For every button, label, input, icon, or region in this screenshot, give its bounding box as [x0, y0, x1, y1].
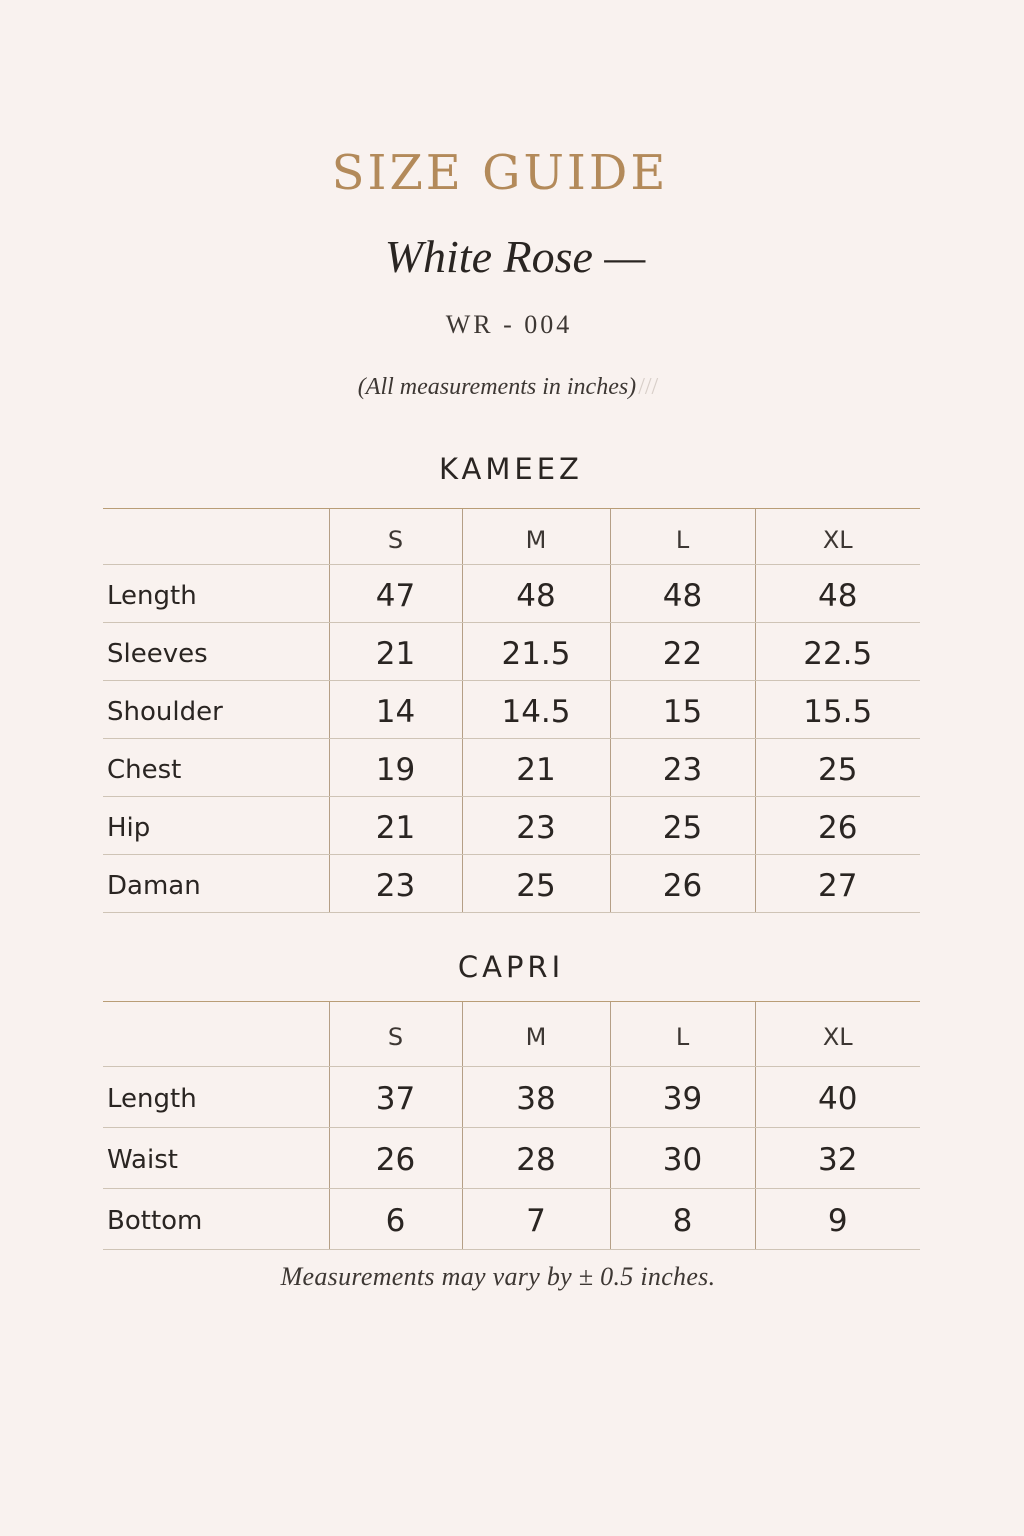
- table-cell: 25: [462, 855, 610, 913]
- kameez-section-title: KAMEEZ: [439, 452, 583, 486]
- row-label: Chest: [103, 739, 329, 797]
- table-row: [103, 1189, 920, 1250]
- table-cell: 25: [610, 797, 755, 855]
- table-cell: 48: [610, 565, 755, 623]
- table-cell: 19: [329, 739, 462, 797]
- table-cell: 15: [610, 681, 755, 739]
- table-row: [103, 739, 920, 797]
- kameez-size-table: [103, 508, 920, 913]
- table-cell: 22: [610, 623, 755, 681]
- table-cell: 47: [329, 565, 462, 623]
- product-code: WR - 004: [445, 310, 573, 339]
- size-header-s: S: [329, 1002, 462, 1067]
- table-cell: 40: [755, 1067, 920, 1128]
- table-cell: 23: [462, 797, 610, 855]
- table-cell: 14: [329, 681, 462, 739]
- table-cell: 38: [462, 1067, 610, 1128]
- size-header-l: L: [610, 1002, 755, 1067]
- table-row: [103, 1067, 920, 1128]
- table-cell: 32: [755, 1128, 920, 1189]
- row-label: Sleeves: [103, 623, 329, 681]
- footer-note: Measurements may vary by ± 0.5 inches.: [280, 1262, 716, 1291]
- table-row: [103, 855, 920, 913]
- table-row: [103, 797, 920, 855]
- table-cell: 26: [610, 855, 755, 913]
- table-cell: 39: [610, 1067, 755, 1128]
- table-header-row: [103, 1002, 920, 1067]
- size-header-xl: XL: [755, 1002, 920, 1067]
- table-cell: 28: [462, 1128, 610, 1189]
- size-header-l: L: [610, 509, 755, 565]
- table-cell: 21: [329, 623, 462, 681]
- table-cell: 48: [755, 565, 920, 623]
- decorative-slashes: ///: [638, 374, 659, 400]
- unit-note: [0, 374, 1016, 401]
- row-label: Daman: [103, 855, 329, 913]
- capri-size-table: [103, 1001, 920, 1250]
- row-label: Hip: [103, 797, 329, 855]
- size-header-s: S: [329, 509, 462, 565]
- size-header-xl: XL: [755, 509, 920, 565]
- table-cell: 37: [329, 1067, 462, 1128]
- table-cell: 14.5: [462, 681, 610, 739]
- table-cell: 21: [329, 797, 462, 855]
- product-name: White Rose —: [384, 231, 646, 282]
- table-cell: 21: [462, 739, 610, 797]
- table-cell: 6: [329, 1189, 462, 1250]
- table-row: [103, 623, 920, 681]
- table-row: [103, 565, 920, 623]
- table-header-blank: [103, 509, 329, 565]
- table-cell: 22.5: [755, 623, 920, 681]
- table-cell: 23: [610, 739, 755, 797]
- table-cell: 9: [755, 1189, 920, 1250]
- row-label: Shoulder: [103, 681, 329, 739]
- table-cell: 30: [610, 1128, 755, 1189]
- table-cell: 25: [755, 739, 920, 797]
- table-cell: 21.5: [462, 623, 610, 681]
- page-title: SIZE GUIDE: [331, 145, 669, 201]
- table-row: [103, 681, 920, 739]
- table-row: [103, 1128, 920, 1189]
- row-label: Length: [103, 565, 329, 623]
- table-cell: 7: [462, 1189, 610, 1250]
- size-header-m: M: [462, 509, 610, 565]
- table-header-row: [103, 509, 920, 565]
- table-header-blank: [103, 1002, 329, 1067]
- table-cell: 48: [462, 565, 610, 623]
- capri-section-title: CAPRI: [457, 950, 565, 984]
- table-cell: 15.5: [755, 681, 920, 739]
- table-cell: 23: [329, 855, 462, 913]
- table-cell: 26: [755, 797, 920, 855]
- unit-note-text: (All measurements in inches): [357, 374, 637, 400]
- row-label: Waist: [103, 1128, 329, 1189]
- row-label: Length: [103, 1067, 329, 1128]
- row-label: Bottom: [103, 1189, 329, 1250]
- table-cell: 26: [329, 1128, 462, 1189]
- table-cell: 27: [755, 855, 920, 913]
- table-cell: 8: [610, 1189, 755, 1250]
- size-header-m: M: [462, 1002, 610, 1067]
